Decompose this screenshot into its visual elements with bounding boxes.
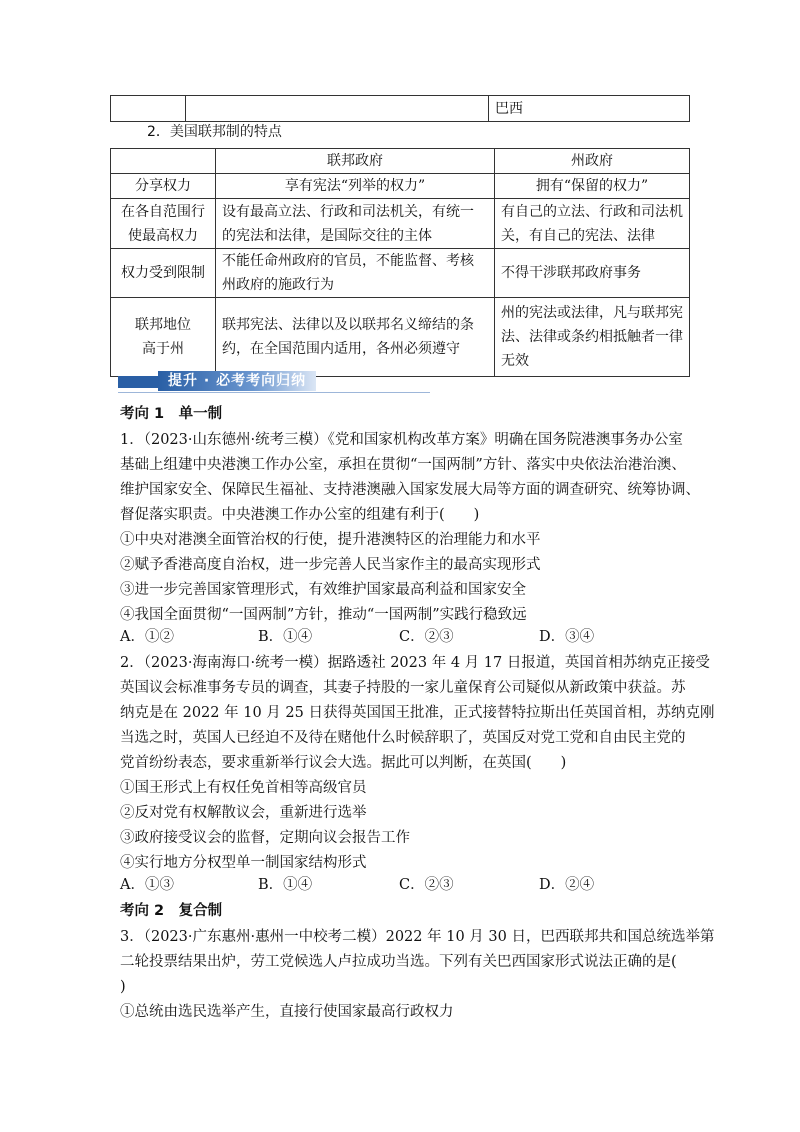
q1-option-c[interactable]: C．②③ [399, 629, 454, 645]
row-state-line: 拥有“保留的权力” [535, 178, 649, 194]
row-federal-line: 设有最高立法、行政和司法机关，有统一 [222, 203, 474, 220]
row-state [495, 249, 690, 298]
banner-accent-bar [118, 376, 158, 388]
q2-line: 纳克是在 2022 年 10 月 25 日获得英国国王批准，正式接替特拉斯出任英国首相，苏纳克刚 [120, 705, 715, 721]
q1-option-d[interactable]: D．③④ [539, 629, 595, 645]
q3-line: 3．（2023·广东惠州·惠州一中校考二模）2022 年 10 月 30 日，巴西联邦共和国总统选举第 [120, 929, 715, 945]
q2-option-a[interactable]: A．①③ [120, 877, 174, 893]
row-federal [216, 174, 495, 199]
q1-line: 1．（2023·山东德州·统考三模）《党和国家机构改革方案》明确在国务院港澳事务办公室 [120, 432, 683, 448]
q3-line: 二轮投票结果出炉，劳工党候选人卢拉成功当选。下列有关巴西国家形式说法正确的是( [120, 954, 677, 970]
header-cell-empty [111, 149, 216, 174]
table-row [111, 199, 690, 249]
q3-item: ①总统由选民选举产生，直接行使国家最高行政权力 [120, 1004, 454, 1020]
q1-line: 基础上组建中央港澳工作办公室，承担在贯彻“一国两制”方针、落实中央依法治港治澳、 [120, 457, 686, 473]
table-header-row [111, 149, 690, 174]
top-table-cell-3: 巴西 [489, 96, 690, 122]
row-state-line: 无效 [501, 353, 529, 369]
q1-item: ④我国全面贯彻“一国两制”方针，推动“一国两制”实践行稳致远 [120, 607, 527, 623]
table-row [111, 298, 690, 377]
row-label-line: 使最高权力 [128, 227, 198, 244]
q2-item: ③政府接受议会的监督，定期向议会报告工作 [120, 830, 410, 846]
q2-line: 党首纷纷表态，要求重新举行议会大选。据此可以判断，在英国( ) [120, 755, 567, 771]
row-federal [216, 249, 495, 298]
q1-item: ①中央对港澳全面管治权的行使，提升港澳特区的治理能力和水平 [120, 532, 541, 548]
topic1-heading: 考向 1 单一制 [120, 406, 223, 422]
row-federal-line: 约，在全国范围内适用，各州必须遵守 [222, 341, 460, 357]
q2-item: ④实行地方分权型单一制国家结构形式 [120, 855, 367, 871]
q2-item: ①国王形式上有权任免首相等高级官员 [120, 780, 367, 796]
row-label [111, 199, 216, 249]
row-label [111, 249, 216, 298]
top-partial-table [110, 95, 690, 122]
row-federal [216, 199, 495, 249]
row-state-line: 法、法律或条约相抵触者一律 [501, 329, 683, 345]
row-label-line: 在各自范围行 [121, 203, 205, 220]
q2-option-d[interactable]: D．②④ [539, 877, 595, 893]
top-table-cell-2 [186, 96, 489, 122]
row-federal-line: 联邦宪法、法律以及以联邦名义缔结的条 [222, 317, 474, 333]
table-row [111, 249, 690, 298]
q2-line: 英国议会标准事务专员的调查，其妻子持股的一家儿童保育公司疑似从新政策中获益。苏 [120, 680, 686, 696]
banner-title: 提升 · 必考考向归纳 [158, 371, 316, 391]
q2-line: 当选之时，英国人已经迫不及待在赌他什么时候辞职了，英国反对党工党和自由民主党的 [120, 730, 686, 746]
q2-line: 2．（2023·海南海口·统考一模）据路透社 2023 年 4 月 17 日报道，英国首相苏纳克正接受 [120, 655, 710, 671]
row-federal-line: 不能任命州政府的官员，不能监督、考核 [222, 253, 474, 269]
row-federal-line: 的宪法和法律，是国际交往的主体 [222, 227, 432, 244]
row-state-line: 不得干涉联邦政府事务 [501, 265, 641, 281]
q1-line: 维护国家安全、保障民生福祉、支持港澳融入国家发展大局等方面的调查研究、统筹协调、 [120, 482, 700, 498]
q1-item: ③进一步完善国家管理形式，有效维护国家最高利益和国家安全 [120, 582, 526, 598]
banner-underline [118, 392, 430, 393]
row-label-line: 分享权力 [135, 178, 191, 194]
q3-line: ) [120, 979, 126, 995]
top-table-cell-1 [111, 96, 186, 122]
q1-item: ②赋予香港高度自治权，进一步完善人民当家作主的最高实现形式 [120, 557, 541, 573]
header-cell-state: 州政府 [495, 149, 690, 174]
row-federal-line: 州政府的施政行为 [222, 277, 334, 293]
q2-item: ②反对党有权解散议会，重新进行选举 [120, 805, 367, 821]
table-row [111, 174, 690, 199]
q1-line: 督促落实职责。中央港澳工作办公室的组建有利于( ) [120, 507, 480, 523]
row-label-line: 高于州 [142, 341, 184, 357]
row-label [111, 298, 216, 377]
q2-option-b[interactable]: B．①④ [258, 877, 313, 893]
row-label-line: 联邦地位 [135, 317, 191, 333]
row-state [495, 199, 690, 249]
row-state [495, 298, 690, 377]
row-federal-line: 享有宪法“列举的权力” [284, 178, 426, 194]
q1-option-a[interactable]: A．①② [120, 629, 174, 645]
row-state-line: 关，有自己的宪法、法律 [501, 227, 655, 244]
topic2-heading: 考向 2 复合制 [120, 903, 223, 919]
row-state [495, 174, 690, 199]
row-state-line: 州的宪法或法律，凡与联邦宪 [501, 305, 683, 321]
federal-system-table [110, 148, 690, 377]
q2-option-c[interactable]: C．②③ [399, 877, 454, 893]
row-label-line: 权力受到限制 [121, 265, 205, 281]
row-label [111, 174, 216, 199]
section2-heading: 2．美国联邦制的特点 [147, 124, 282, 140]
q1-option-b[interactable]: B．①④ [258, 629, 313, 645]
section-banner [118, 371, 430, 391]
row-federal [216, 298, 495, 377]
header-cell-federal: 联邦政府 [216, 149, 495, 174]
row-state-line: 有自己的立法、行政和司法机 [501, 203, 683, 220]
